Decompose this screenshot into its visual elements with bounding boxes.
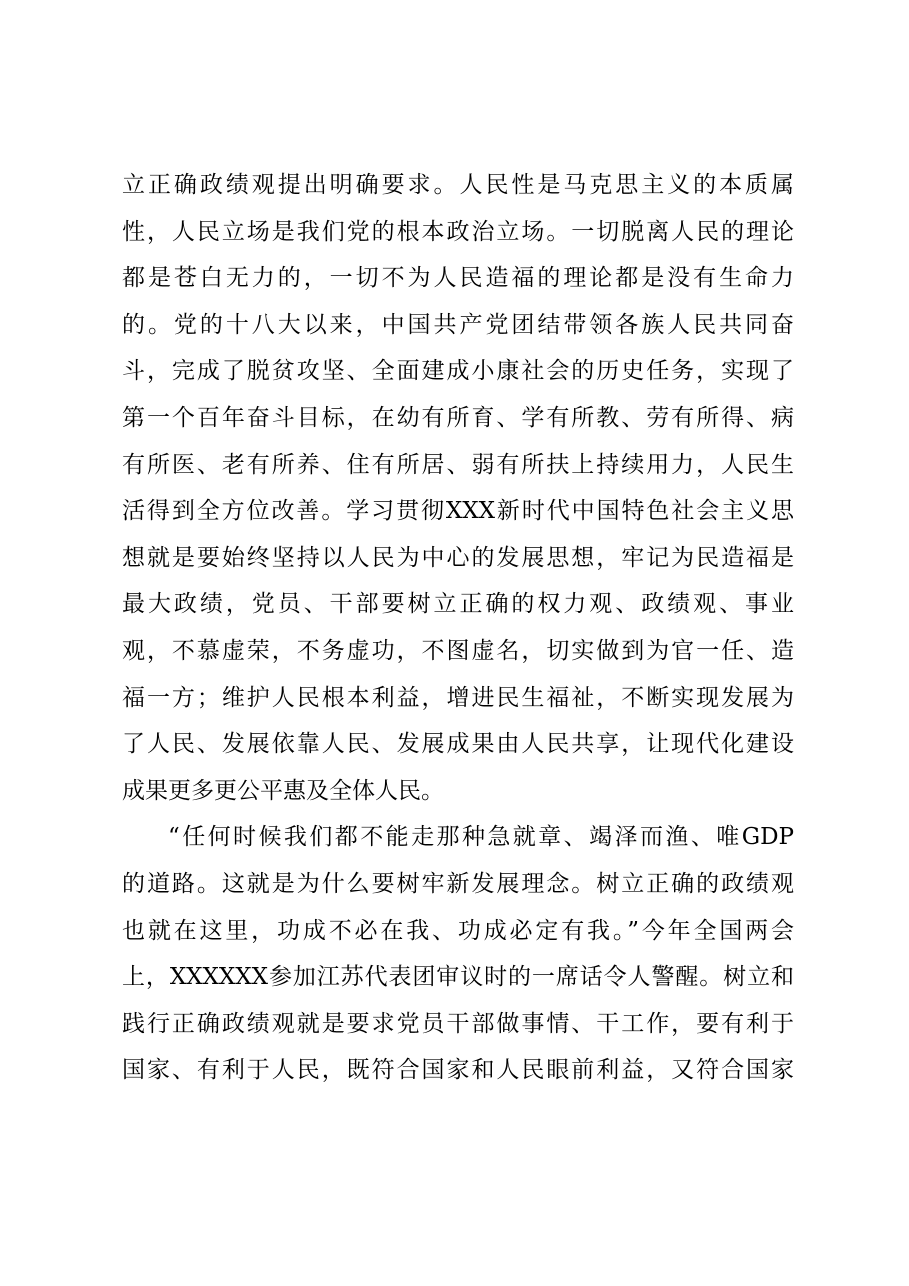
text-line: 有所医、老有所养、住有所居、弱有所扶上持续用力，人民生: [122, 451, 794, 478]
body-text: [122, 162, 794, 1094]
text-line: 了人民、发展依靠人民、发展成果由人民共享，让现代化建设: [122, 731, 794, 758]
text-line: 观，不慕虚荣，不务虚功，不图虚名，切实做到为官一任、造: [122, 637, 794, 664]
text-line: 的道路。这就是为什么要树牢新发展理念。树立正确的政绩观: [122, 870, 794, 897]
text-line: 立正确政绩观提出明确要求。人民性是马克思主义的本质属: [122, 172, 794, 198]
text-line: 也就在这里，功成不必在我、功成必定有我。”今年全国两会: [122, 917, 794, 944]
paragraph-2: [122, 814, 794, 1094]
text-line: 第一个百年奋斗目标，在幼有所育、学有所教、劳有所得、病: [122, 404, 794, 431]
text-line: 成果更多更公平惠及全体人民。: [122, 777, 444, 804]
text-line: “任何时候我们都不能走那种急就章、竭泽而渔、唯GDP: [168, 824, 794, 851]
text-line: 国家、有利于人民，既符合国家和人民眼前利益，又符合国家: [122, 1057, 794, 1084]
text-line: 性，人民立场是我们党的根本政治立场。一切脱离人民的理论: [122, 218, 794, 245]
text-line: 都是苍白无力的，一切不为人民造福的理论都是没有生命力: [122, 265, 794, 292]
text-line: 最大政绩，党员、干部要树立正确的权力观、政绩观、事业: [122, 591, 794, 618]
text-line: 福一方；维护人民根本利益，增进民生福祉，不断实现发展为: [122, 684, 794, 711]
paragraph-1: [122, 162, 794, 814]
text-line: 斗，完成了脱贫攻坚、全面建成小康社会的历史任务，实现了: [122, 358, 794, 385]
text-line: 践行正确政绩观就是要求党员干部做事情、干工作，要有利于: [122, 1010, 794, 1037]
text-line: 上，XXXXXX参加江苏代表团审议时的一席话令人警醒。树立和: [122, 964, 794, 991]
text-line: 想就是要始终坚持以人民为中心的发展思想，牢记为民造福是: [122, 544, 794, 571]
text-line: 的。党的十八大以来，中国共产党团结带领各族人民共同奋: [122, 311, 794, 338]
text-line: 活得到全方位改善。学习贯彻XXX新时代中国特色社会主义思: [122, 498, 794, 525]
